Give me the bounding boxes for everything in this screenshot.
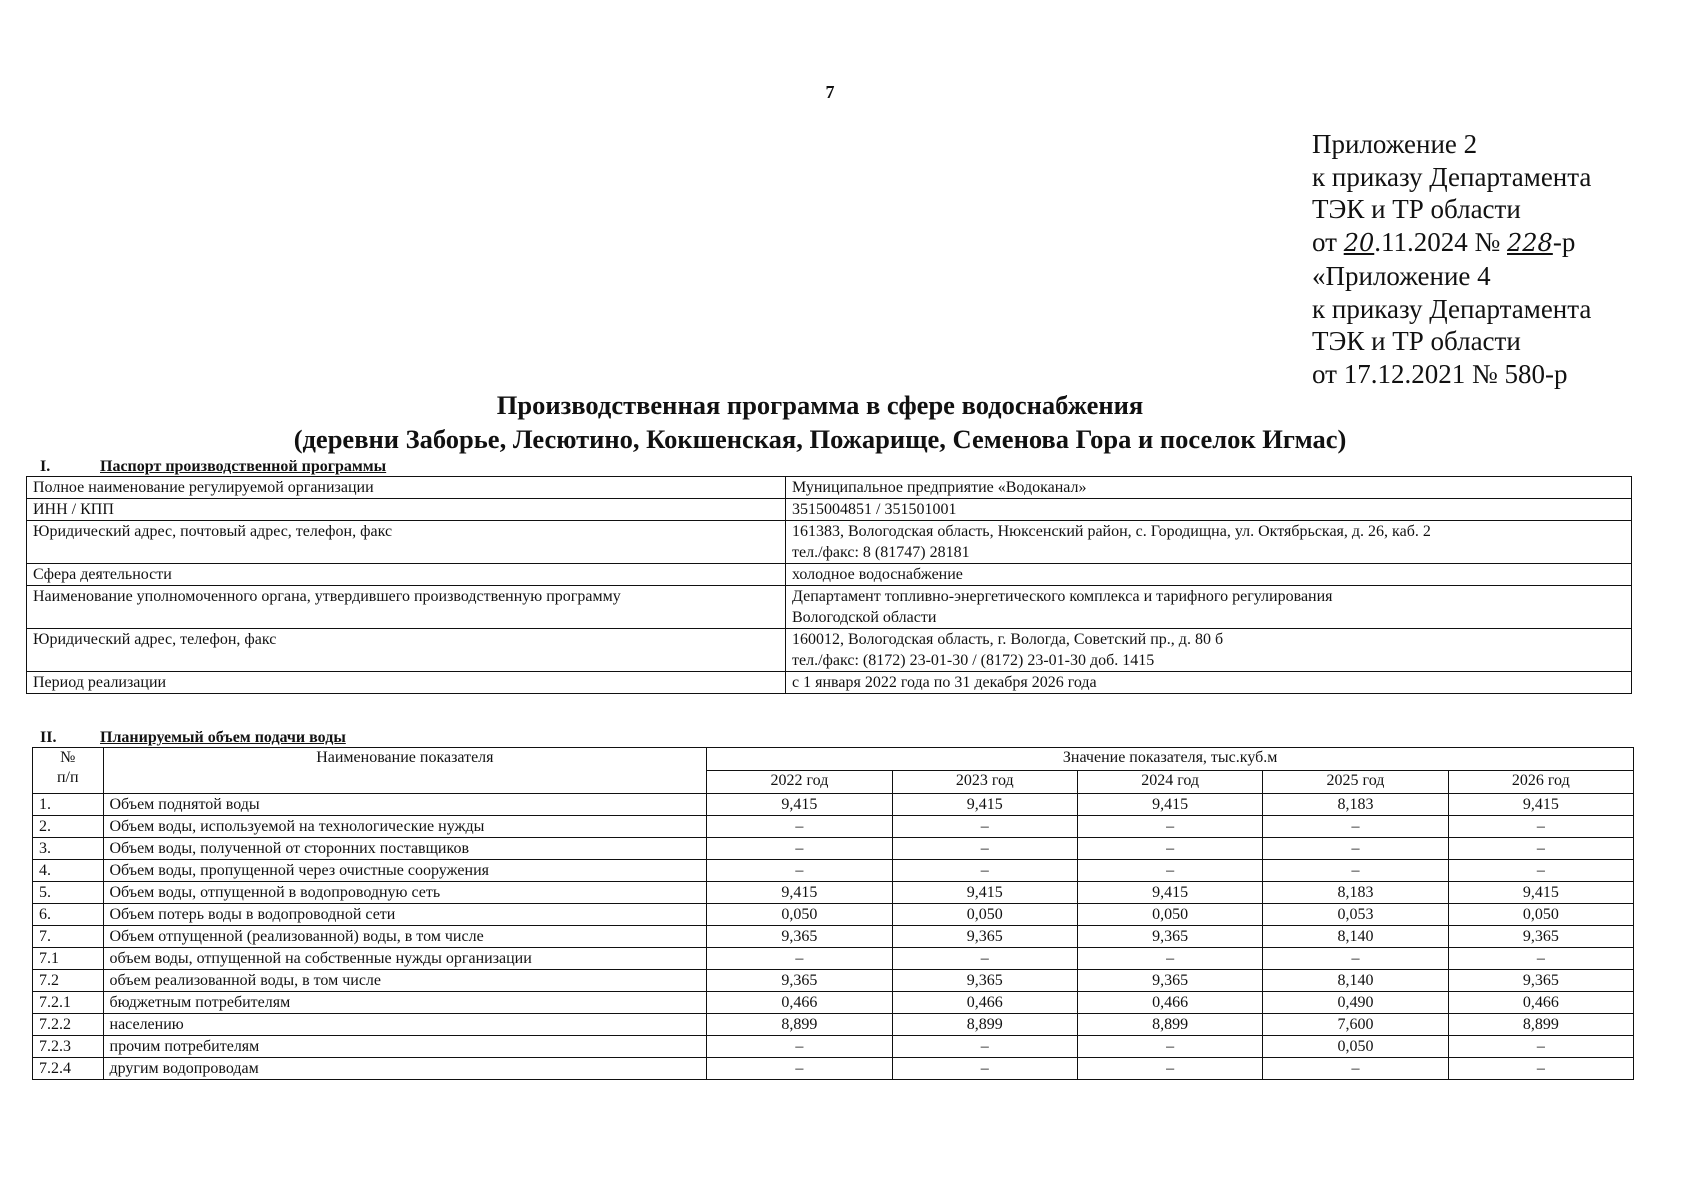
passport-value bbox=[786, 521, 1632, 564]
section-2-number: II. bbox=[40, 729, 57, 746]
row-value: 9,365 bbox=[707, 926, 892, 948]
row-value: 8,140 bbox=[1263, 970, 1448, 992]
row-value: 9,365 bbox=[1448, 970, 1633, 992]
row-value: – bbox=[892, 1058, 1077, 1080]
row-value: 8,899 bbox=[1077, 1014, 1262, 1036]
passport-row bbox=[27, 629, 1632, 672]
row-value: 0,050 bbox=[1448, 904, 1633, 926]
passport-value-line-2: тел./факс: (8172) 23-01-30 / (8172) 23-01-30 доб. 1415 bbox=[792, 652, 1155, 669]
row-value: – bbox=[1263, 948, 1448, 970]
table-row bbox=[33, 904, 1634, 926]
handwritten-order-number: 228 bbox=[1507, 229, 1553, 258]
appendix-date-prefix: от bbox=[1312, 227, 1344, 258]
passport-label: Юридический адрес, почтовый адрес, телефон, факс bbox=[27, 521, 786, 564]
passport-value-line-1: Департамент топливно-энергетического комплекса и тарифного регулирования bbox=[792, 588, 1333, 605]
passport-value bbox=[786, 672, 1632, 694]
row-number: 3. bbox=[33, 838, 104, 860]
passport-label: ИНН / КПП bbox=[27, 499, 786, 521]
passport-value bbox=[786, 629, 1632, 672]
table-row bbox=[33, 816, 1634, 838]
year-header: 2025 год bbox=[1263, 771, 1448, 794]
handwritten-day: 20 bbox=[1343, 229, 1375, 258]
row-number: 7.2 bbox=[33, 970, 104, 992]
row-value: 8,899 bbox=[892, 1014, 1077, 1036]
passport-value bbox=[786, 477, 1632, 499]
row-value: 0,050 bbox=[1263, 1036, 1448, 1058]
passport-value-line-2: тел./факс: 8 (81747) 28181 bbox=[792, 544, 970, 561]
row-value: – bbox=[1077, 860, 1262, 882]
section-1-title: Паспорт производственной программы bbox=[100, 458, 387, 475]
appendix-line-8: от 17.12.2021 № 580-р bbox=[1312, 358, 1568, 389]
row-indicator-name: другим водопроводам bbox=[103, 1058, 707, 1080]
passport-label: Юридический адрес, телефон, факс bbox=[27, 629, 786, 672]
row-number: 4. bbox=[33, 860, 104, 882]
row-number: 7.2.2 bbox=[33, 1014, 104, 1036]
row-value: – bbox=[892, 948, 1077, 970]
passport-table bbox=[26, 476, 1632, 694]
row-value: 9,365 bbox=[1077, 970, 1262, 992]
row-value: 9,365 bbox=[1077, 926, 1262, 948]
row-value: – bbox=[1077, 1036, 1262, 1058]
appendix-date-suffix: -р bbox=[1552, 227, 1576, 258]
row-value: 9,365 bbox=[707, 970, 892, 992]
row-indicator-name: Объем отпущенной (реализованной) воды, в том числе bbox=[103, 926, 707, 948]
row-number: 5. bbox=[33, 882, 104, 904]
row-value: – bbox=[1077, 816, 1262, 838]
appendix-line-5: «Приложение 4 bbox=[1312, 260, 1491, 291]
col-number-line-2: п/п bbox=[56, 769, 79, 786]
passport-label: Полное наименование регулируемой организации bbox=[27, 477, 786, 499]
table-row bbox=[33, 860, 1634, 882]
table-row bbox=[33, 970, 1634, 992]
year-header: 2022 год bbox=[707, 771, 892, 794]
row-indicator-name: Объем воды, полученной от сторонних поставщиков bbox=[103, 838, 707, 860]
row-value: – bbox=[1263, 816, 1448, 838]
appendix-line-7: ТЭК и ТР области bbox=[1312, 326, 1521, 357]
row-value: – bbox=[707, 838, 892, 860]
table-row bbox=[33, 1058, 1634, 1080]
row-value: 0,050 bbox=[1077, 904, 1262, 926]
appendix-line-1: Приложение 2 bbox=[1312, 129, 1478, 159]
row-value: 9,415 bbox=[892, 882, 1077, 904]
water-volume-table bbox=[32, 747, 1634, 1080]
row-value: 8,183 bbox=[1263, 794, 1448, 816]
row-indicator-name: прочим потребителям bbox=[103, 1036, 707, 1058]
page-number: 7 bbox=[825, 82, 835, 102]
row-value: – bbox=[1448, 816, 1633, 838]
title-line-2: (деревни Заборье, Лесютино, Кокшенская, Пожарище, Семенова Гора и поселок Игмас) bbox=[293, 424, 1347, 454]
row-value: – bbox=[1448, 1036, 1633, 1058]
row-value: – bbox=[1448, 838, 1633, 860]
appendix-line-3: ТЭК и ТР области bbox=[1312, 194, 1521, 225]
row-value: 8,899 bbox=[1448, 1014, 1633, 1036]
row-value: – bbox=[892, 816, 1077, 838]
col-values-header: Значение показателя, тыс.куб.м bbox=[707, 748, 1634, 771]
passport-value bbox=[786, 564, 1632, 586]
row-number: 1. bbox=[33, 794, 104, 816]
row-number: 2. bbox=[33, 816, 104, 838]
row-number: 7.2.3 bbox=[33, 1036, 104, 1058]
row-value: 8,140 bbox=[1263, 926, 1448, 948]
volume-header-row-1 bbox=[33, 748, 1634, 771]
table-row bbox=[33, 948, 1634, 970]
passport-value-line-1: с 1 января 2022 года по 31 декабря 2026 года bbox=[792, 674, 1097, 691]
passport-label: Сфера деятельности bbox=[27, 564, 786, 586]
row-value: – bbox=[707, 1058, 892, 1080]
passport-row bbox=[27, 477, 1632, 499]
row-value: 9,415 bbox=[1077, 794, 1262, 816]
row-value: 9,415 bbox=[892, 794, 1077, 816]
row-value: 8,183 bbox=[1263, 882, 1448, 904]
row-number: 7.1 bbox=[33, 948, 104, 970]
row-value: 0,466 bbox=[1448, 992, 1633, 1014]
row-value: – bbox=[1077, 948, 1262, 970]
row-value: 9,415 bbox=[1448, 794, 1633, 816]
year-header: 2026 год bbox=[1448, 771, 1633, 794]
section-2-title: Планируемый объем подачи воды bbox=[100, 729, 346, 746]
row-number: 6. bbox=[33, 904, 104, 926]
passport-value bbox=[786, 499, 1632, 521]
row-value: – bbox=[707, 860, 892, 882]
appendix-line-6: к приказу Департамента bbox=[1312, 293, 1592, 324]
row-indicator-name: объем реализованной воды, в том числе bbox=[103, 970, 707, 992]
row-indicator-name: Объем воды, используемой на технологические нужды bbox=[103, 816, 707, 838]
row-value: – bbox=[1448, 860, 1633, 882]
row-value: 0,466 bbox=[892, 992, 1077, 1014]
table-row bbox=[33, 926, 1634, 948]
row-value: – bbox=[1263, 1058, 1448, 1080]
passport-row bbox=[27, 499, 1632, 521]
row-value: 0,050 bbox=[707, 904, 892, 926]
appendix-line-2: к приказу Департамента bbox=[1312, 161, 1592, 192]
passport-row bbox=[27, 521, 1632, 564]
year-header: 2024 год bbox=[1077, 771, 1262, 794]
row-value: 9,365 bbox=[892, 926, 1077, 948]
row-indicator-name: бюджетным потребителям bbox=[103, 992, 707, 1014]
row-value: 8,899 bbox=[707, 1014, 892, 1036]
row-value: – bbox=[707, 948, 892, 970]
passport-row bbox=[27, 672, 1632, 694]
row-value: 0,053 bbox=[1263, 904, 1448, 926]
row-value: 9,365 bbox=[1448, 926, 1633, 948]
row-indicator-name: Объем воды, отпущенной в водопроводную сеть bbox=[103, 882, 707, 904]
passport-value-line-1: Муниципальное предприятие «Водоканал» bbox=[792, 479, 1087, 496]
title-line-1: Производственная программа в сфере водоснабжения bbox=[496, 390, 1144, 420]
row-value: – bbox=[892, 1036, 1077, 1058]
row-value: 0,466 bbox=[707, 992, 892, 1014]
passport-value-line-1: холодное водоснабжение bbox=[792, 566, 963, 583]
row-value: – bbox=[1448, 948, 1633, 970]
row-value: – bbox=[892, 838, 1077, 860]
row-value: – bbox=[1263, 838, 1448, 860]
row-value: – bbox=[707, 816, 892, 838]
table-row bbox=[33, 794, 1634, 816]
row-indicator-name: Объем поднятой воды bbox=[103, 794, 707, 816]
row-value: 9,415 bbox=[1448, 882, 1633, 904]
row-value: – bbox=[1077, 1058, 1262, 1080]
appendix-block bbox=[1312, 128, 1591, 391]
row-value: 9,415 bbox=[1077, 882, 1262, 904]
passport-value-line-1: 161383, Вологодская область, Нюксенский район, с. Городищна, ул. Октябрьская, д. 26, каб. 2 bbox=[792, 523, 1431, 540]
row-value: 9,415 bbox=[707, 882, 892, 904]
document-title bbox=[0, 388, 1640, 456]
passport-value-line-1: 3515004851 / 351501001 bbox=[792, 501, 957, 518]
table-row bbox=[33, 992, 1634, 1014]
col-number-line-1: № bbox=[60, 749, 76, 766]
section-1-heading bbox=[40, 458, 386, 476]
passport-label: Период реализации bbox=[27, 672, 786, 694]
table-row bbox=[33, 838, 1634, 860]
section-1-number: I. bbox=[40, 458, 51, 475]
appendix-line-4 bbox=[1312, 226, 1591, 260]
row-indicator-name: Объем потерь воды в водопроводной сети bbox=[103, 904, 707, 926]
row-value: 0,466 bbox=[1077, 992, 1262, 1014]
row-number: 7.2.1 bbox=[33, 992, 104, 1014]
appendix-date-mid: .11.2024 № bbox=[1374, 227, 1508, 258]
year-header: 2023 год bbox=[892, 771, 1077, 794]
row-indicator-name: Объем воды, пропущенной через очистные сооружения bbox=[103, 860, 707, 882]
passport-row bbox=[27, 586, 1632, 629]
row-value: – bbox=[892, 860, 1077, 882]
row-value: 7,600 bbox=[1263, 1014, 1448, 1036]
col-name-header: Наименование показателя bbox=[103, 748, 707, 794]
row-value: – bbox=[707, 1036, 892, 1058]
row-value: – bbox=[1077, 838, 1262, 860]
section-2-heading bbox=[40, 729, 346, 747]
row-value: 0,050 bbox=[892, 904, 1077, 926]
passport-label: Наименование уполномоченного органа, утвердившего производственную программу bbox=[27, 586, 786, 629]
row-value: 9,365 bbox=[892, 970, 1077, 992]
row-indicator-name: объем воды, отпущенной на собственные нужды организации bbox=[103, 948, 707, 970]
passport-row bbox=[27, 564, 1632, 586]
row-value: 0,490 bbox=[1263, 992, 1448, 1014]
table-row bbox=[33, 1014, 1634, 1036]
row-number: 7.2.4 bbox=[33, 1058, 104, 1080]
row-value: 9,415 bbox=[707, 794, 892, 816]
row-number: 7. bbox=[33, 926, 104, 948]
passport-value bbox=[786, 586, 1632, 629]
row-value: – bbox=[1263, 860, 1448, 882]
col-number-header bbox=[33, 748, 104, 794]
row-indicator-name: населению bbox=[103, 1014, 707, 1036]
passport-value-line-2: Вологодской области bbox=[792, 609, 937, 626]
table-row bbox=[33, 882, 1634, 904]
row-value: – bbox=[1448, 1058, 1633, 1080]
passport-value-line-1: 160012, Вологодская область, г. Вологда, Советский пр., д. 80 б bbox=[792, 631, 1224, 648]
table-row bbox=[33, 1036, 1634, 1058]
